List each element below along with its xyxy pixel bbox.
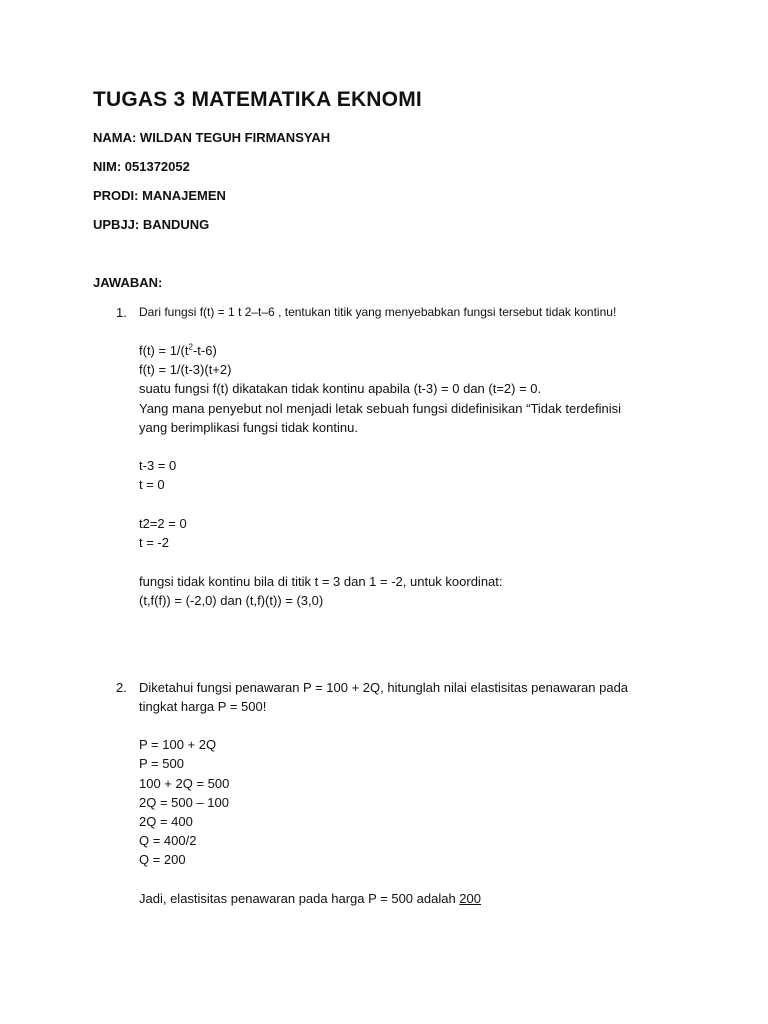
q1-formula-line bbox=[139, 343, 217, 358]
document-title: TUGAS 3 MATEMATIKA EKNOMI bbox=[93, 88, 422, 111]
q1-formula-pre: f(t) = 1/(t bbox=[139, 343, 189, 358]
q2-conclusion bbox=[139, 891, 481, 906]
q1-line-5: yang berimplikasi fungsi tidak kontinu. bbox=[139, 420, 358, 435]
q2-step-1: P = 100 + 2Q bbox=[139, 737, 217, 752]
jawaban-heading: JAWABAN: bbox=[93, 275, 163, 290]
q2-step-5: 2Q = 400 bbox=[139, 814, 193, 829]
q1-formula-exponent: 2 bbox=[188, 342, 193, 352]
q1-line-11: (t,f(f)) = (-2,0) dan (t,f)(t)) = (3,0) bbox=[139, 593, 324, 608]
q2-answer-value: 200 bbox=[459, 891, 481, 906]
q2-step-7: Q = 200 bbox=[139, 852, 186, 867]
q1-line-10: fungsi tidak kontinu bila di titik t = 3 dan 1 = -2, untuk koordinat: bbox=[139, 574, 503, 589]
q1-line-6: t-3 = 0 bbox=[139, 458, 177, 473]
q2-step-2: P = 500 bbox=[139, 756, 184, 771]
student-upbjj: UPBJJ: BANDUNG bbox=[93, 217, 210, 232]
student-nim: NIM: 051372052 bbox=[93, 159, 190, 174]
question-2-text-line-2: tingkat harga P = 500! bbox=[139, 699, 267, 714]
q1-line-7: t = 0 bbox=[139, 477, 165, 492]
q1-line-9: t = -2 bbox=[139, 535, 169, 550]
question-1-number: 1. bbox=[116, 305, 127, 320]
question-2-number: 2. bbox=[116, 680, 127, 695]
question-2-text-line-1: Diketahui fungsi penawaran P = 100 + 2Q, hitunglah nilai elastisitas penawaran pada bbox=[139, 680, 629, 695]
q1-line-2: f(t) = 1/(t-3)(t+2) bbox=[139, 362, 232, 377]
q2-conclusion-text: Jadi, elastisitas penawaran pada harga P = 500 adalah bbox=[139, 891, 460, 906]
q2-step-6: Q = 400/2 bbox=[139, 833, 197, 848]
q1-line-3: suatu fungsi f(t) dikatakan tidak kontinu apabila (t-3) = 0 dan (t=2) = 0. bbox=[139, 381, 542, 396]
student-prodi: PRODI: MANAJEMEN bbox=[93, 188, 226, 203]
question-1-text: Dari fungsi f(t) = 1 t 2–t–6 , tentukan titik yang menyebabkan fungsi tersebut tidak kontinu! bbox=[139, 305, 617, 319]
q2-step-3: 100 + 2Q = 500 bbox=[139, 776, 230, 791]
student-name: NAMA: WILDAN TEGUH FIRMANSYAH bbox=[93, 130, 331, 145]
q1-line-4: Yang mana penyebut nol menjadi letak sebuah fungsi didefinisikan “Tidak terdefinisi bbox=[139, 401, 622, 416]
q1-formula-post: -t-6) bbox=[192, 343, 217, 358]
q1-line-8: t2=2 = 0 bbox=[139, 516, 187, 531]
q2-step-4: 2Q = 500 – 100 bbox=[139, 795, 229, 810]
